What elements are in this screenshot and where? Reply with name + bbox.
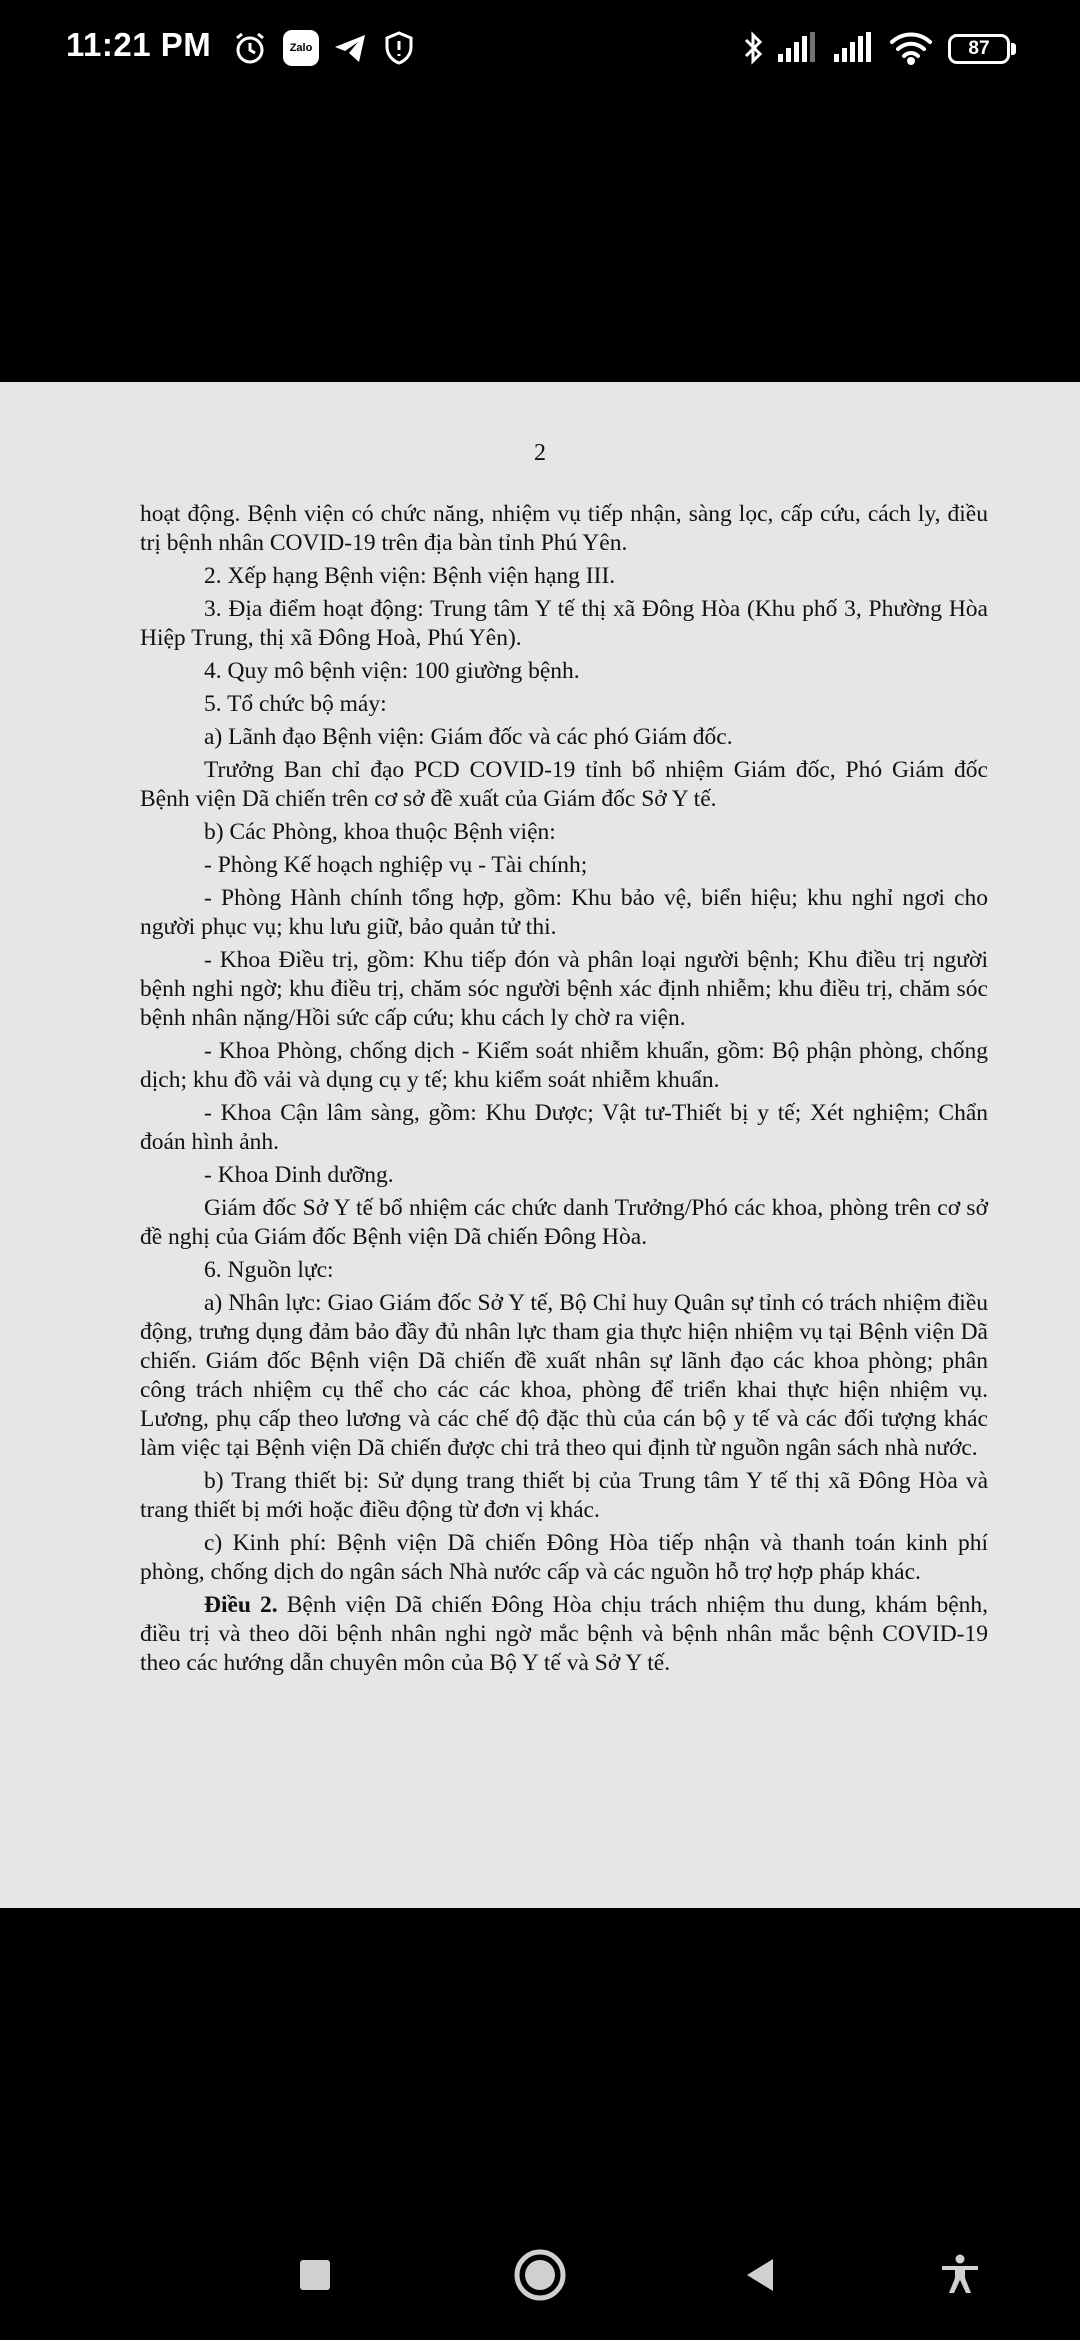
paragraph: 3. Địa điểm hoạt động: Trung tâm Y tế thị xã Đông Hòa (Khu phố 3, Phường Hòa Hiệp Trung, thị xã Đông Hoà, Phú Yên). [140,596,988,651]
circle-icon [512,2247,568,2303]
signal-icon-2 [832,30,874,70]
signal-icon-1 [776,30,818,70]
paragraph: - Phòng Kế hoạch nghiệp vụ - Tài chính; [204,852,588,878]
alarm-icon [232,30,268,70]
bluetooth-icon [742,30,766,70]
battery-tip [1011,43,1016,55]
paragraph: - Khoa Phòng, chống dịch - Kiểm soát nhiễm khuẩn, gồm: Bộ phận phòng, chống dịch; khu đồ vải và dụng cụ y tế; khu kiểm soát nhiễm khuẩn. [140,1038,988,1093]
paragraph: b) Các Phòng, khoa thuộc Bệnh viện: [204,819,556,845]
paragraph: c) Kinh phí: Bệnh viện Dã chiến Đông Hòa tiếp nhận và thanh toán kinh phí phòng, chống dịch do ngân sách Nhà nước cấp và các nguồn hỗ trợ hợp pháp khác. [140,1530,988,1585]
wifi-icon [888,30,934,70]
paragraph: b) Trang thiết bị: Sử dụng trang thiết bị của Trung tâm Y tế thị xã Đông Hòa và trang thiết bị mới hoặc điều động từ đơn vị khác. [140,1468,988,1523]
paragraph: 4. Quy mô bệnh viện: 100 giường bệnh. [204,658,580,684]
accessibility-icon [938,2253,982,2297]
paragraph: 6. Nguồn lực: [204,1257,334,1283]
article-2-text: Bệnh viện Dã chiến Đông Hòa chịu trách nhiệm thu dung, khám bệnh, điều trị và theo dõi bệnh nhân nghi ngờ mắc bệnh và bệnh nhân mắc bệnh COVID-19 theo các hướng dẫn chuyên môn của Bộ Y tế và Sở Y tế. [140,1592,989,1676]
article-2-paragraph [140,1591,988,1678]
article-2-label: Điều 2. [204,1592,278,1618]
recents-button[interactable] [280,2240,350,2310]
accessibility-button[interactable] [925,2240,995,2310]
battery-indicator: 87 [948,34,1010,64]
paragraph: hoạt động. Bệnh viện có chức năng, nhiệm vụ tiếp nhận, sàng lọc, cấp cứu, cách ly, điều trị bệnh nhân COVID-19 trên địa bàn tỉnh Phú Yên. [140,501,988,556]
paragraph: - Khoa Dinh dưỡng. [204,1162,394,1188]
back-button[interactable] [725,2240,795,2310]
paragraph: - Khoa Cận lâm sàng, gồm: Khu Dược; Vật tư-Thiết bị y tế; Xét nghiệm; Chẩn đoán hình ảnh. [140,1100,988,1155]
paragraph: - Phòng Hành chính tổng hợp, gồm: Khu bảo vệ, biển hiệu; khu nghỉ ngơi cho người phục vụ; khu lưu giữ, bảo quản tử thi. [140,885,988,940]
status-bar [0,0,1080,100]
zalo-icon: Zalo [283,30,319,66]
paragraph: 5. Tổ chức bộ máy: [204,691,387,717]
back-triangle-icon [740,2255,780,2295]
paragraph: Trưởng Ban chỉ đạo PCD COVID-19 tỉnh bổ nhiệm Giám đốc, Phó Giám đốc Bệnh viện Dã chiến trên cơ sở đề xuất của Giám đốc Sở Y tế. [140,757,988,812]
shield-icon [382,30,416,70]
page-number: 2 [534,440,546,466]
paragraph: - Khoa Điều trị, gồm: Khu tiếp đón và phân loại người bệnh; Khu điều trị người bệnh nghi ngờ; khu điều trị, chăm sóc người bệnh xác định nhiễm; khu điều trị, chăm sóc bệnh nhân nặng/Hồi sức cấp cứu; khu cách ly chờ ra viện. [140,947,988,1031]
document-page[interactable] [0,382,1080,1908]
square-icon [297,2257,333,2293]
paragraph: a) Lãnh đạo Bệnh viện: Giám đốc và các phó Giám đốc. [204,724,733,750]
document-body [140,500,988,1682]
home-button[interactable] [505,2240,575,2310]
paragraph: 2. Xếp hạng Bệnh viện: Bệnh viện hạng III. [204,563,616,589]
status-time: 11:21 PM [66,26,212,63]
telegram-icon [332,30,368,70]
paragraph: a) Nhân lực: Giao Giám đốc Sở Y tế, Bộ Chỉ huy Quân sự tỉnh có trách nhiệm điều động, trưng dụng đảm bảo đầy đủ nhân lực tham gia thực hiện nhiệm vụ tại Bệnh viện Dã chiến. Giám đốc Bệnh viện Dã chiến đề xuất nhân sự lãnh đạo các khoa phòng; phân công trách nhiệm cụ thể cho các các khoa, phòng để triển khai thực hiện nhiệm vụ. Lương, phụ cấp theo lương và các chế độ đặc thù của cán bộ y tế và các đối tượng khác làm việc tại Bệnh viện Dã chiến được chi trả theo qui định từ nguồn ngân sách nhà nước. [140,1290,988,1461]
paragraph: Giám đốc Sở Y tế bổ nhiệm các chức danh Trưởng/Phó các khoa, phòng trên cơ sở đề nghị của Giám đốc Bệnh viện Dã chiến Đông Hòa. [140,1195,988,1250]
